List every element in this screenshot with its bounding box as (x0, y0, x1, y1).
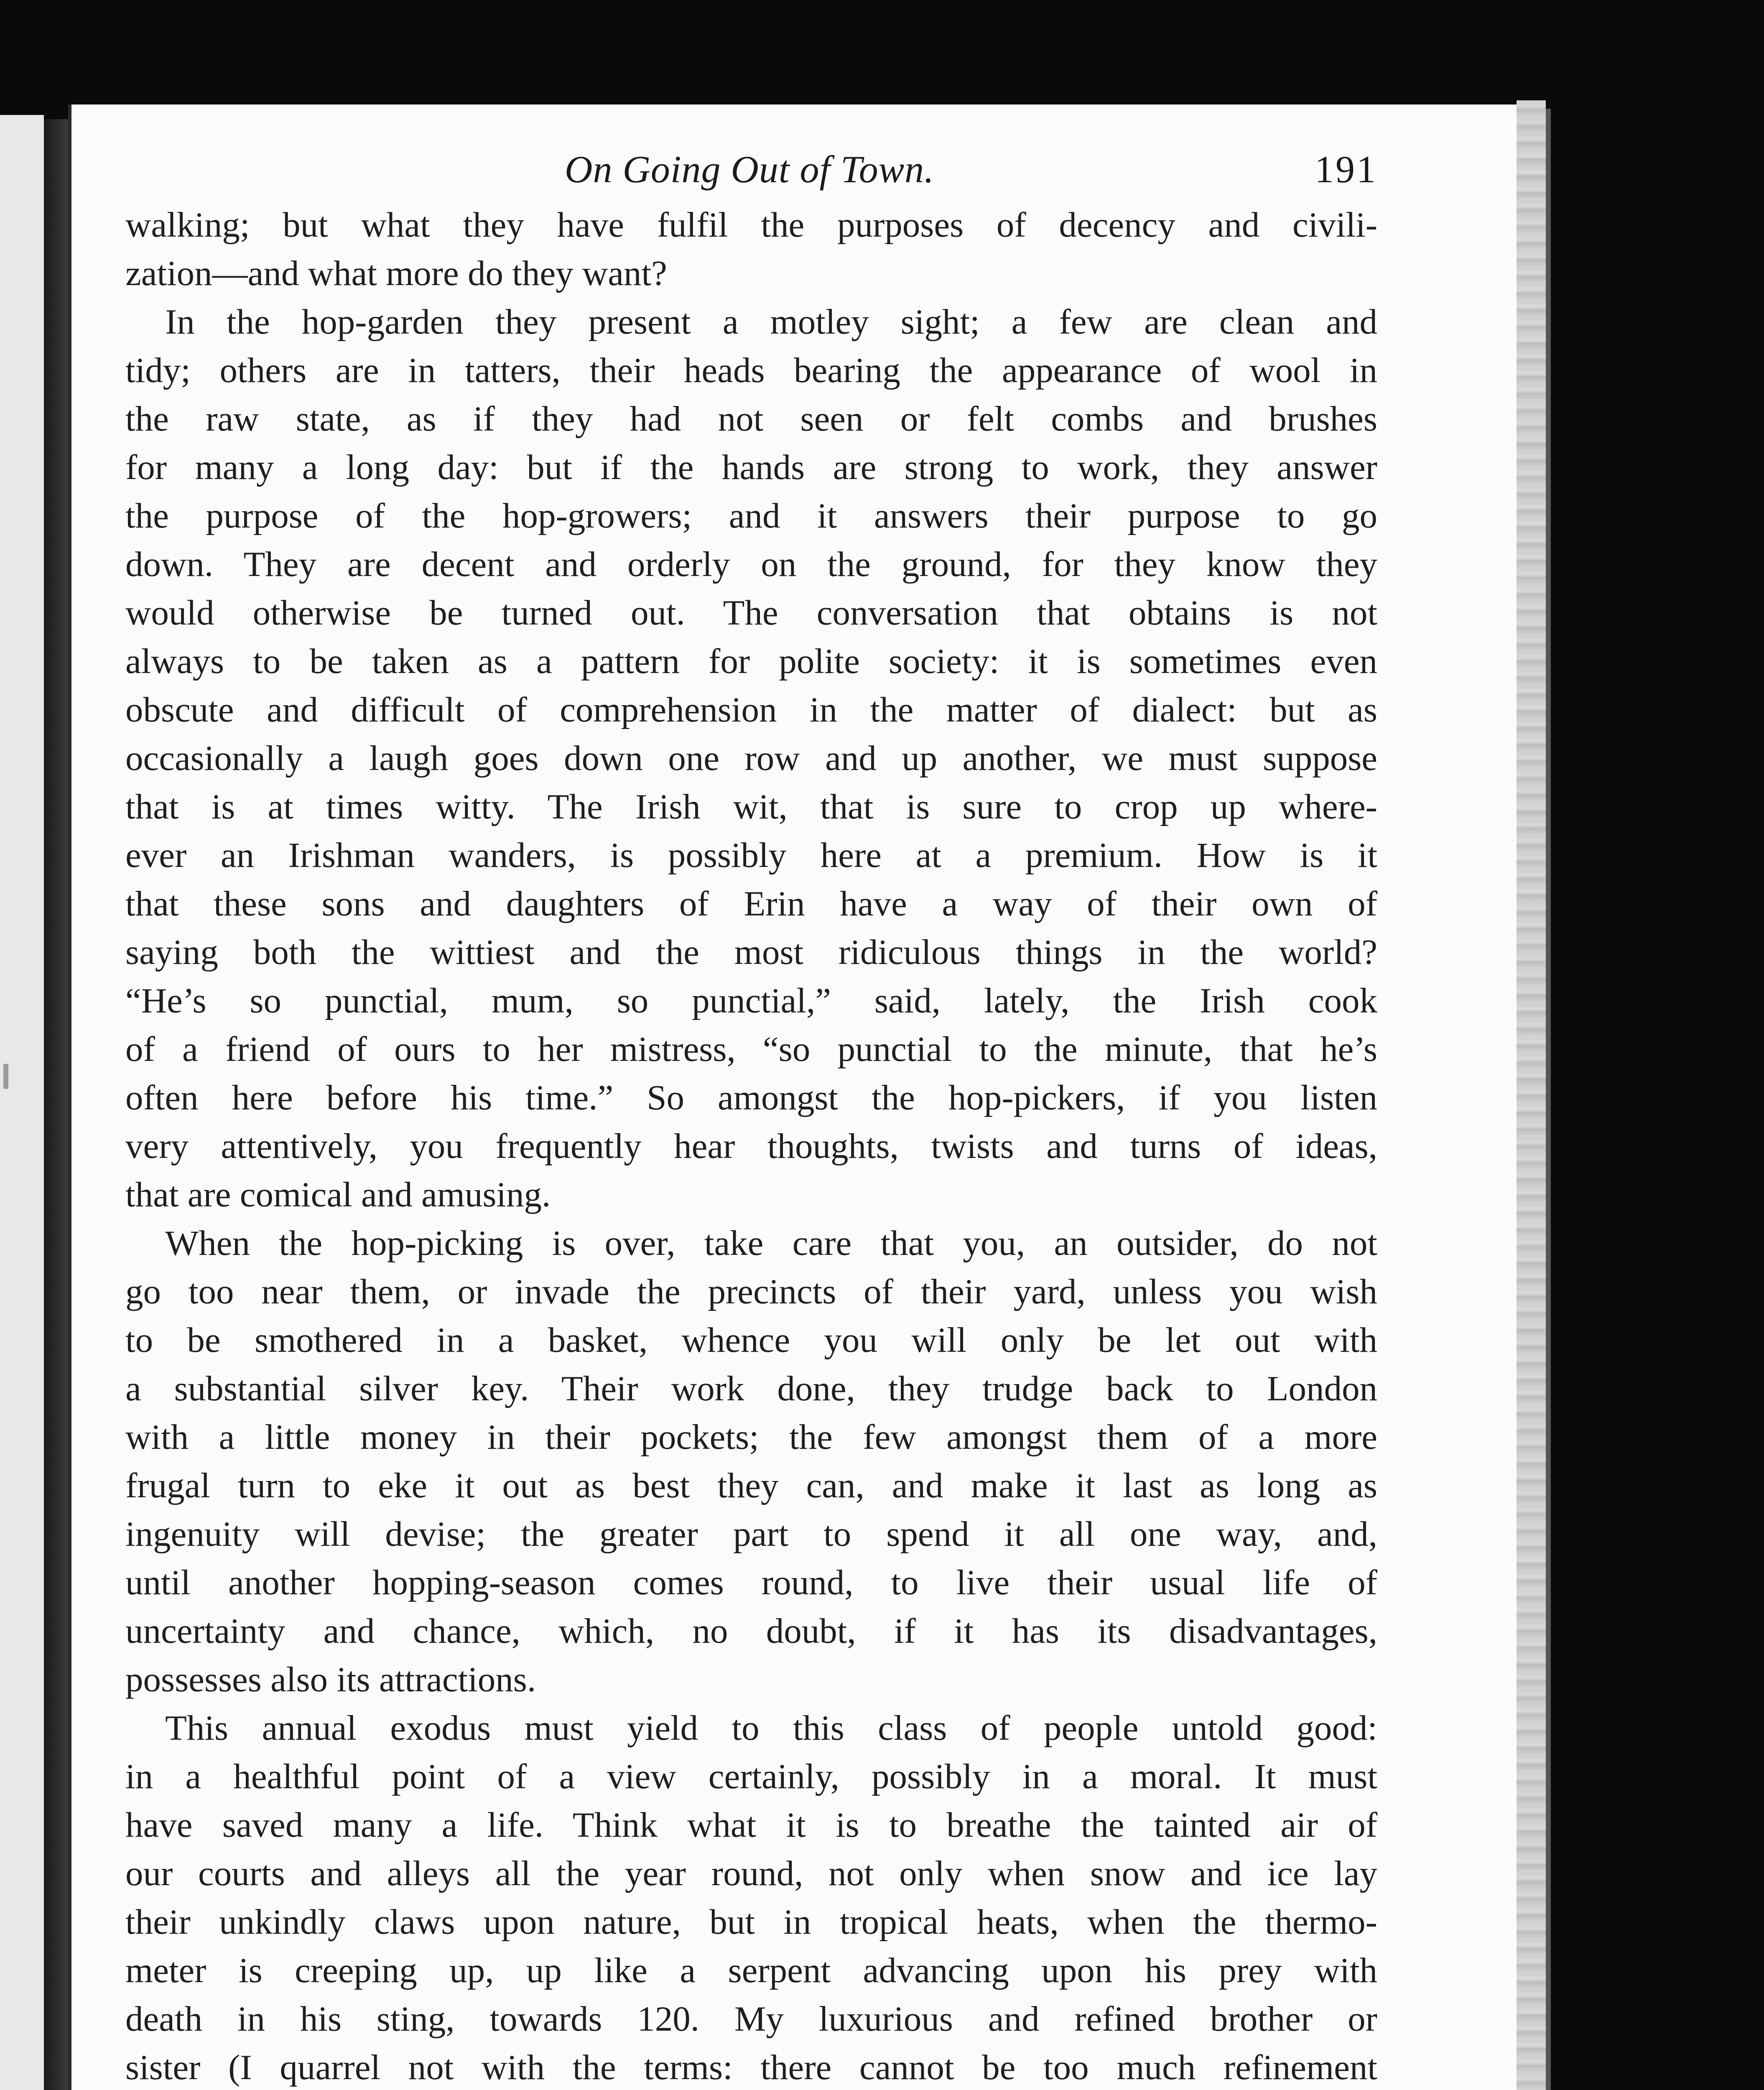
text-line: with a little money in their pockets; the few amongst them of a more (125, 1417, 1377, 1457)
text-line: that these sons and daughters of Erin have a way of their own of (125, 884, 1377, 923)
page-stack-edge (1517, 100, 1546, 2090)
text-line: the raw state, as if they had not seen or felt combs and brushes (125, 399, 1377, 438)
margin-mark (3, 1064, 8, 1089)
page-number: 191 (1315, 148, 1377, 191)
text-line: zation—and what more do they want? (125, 254, 667, 293)
text-line: for many a long day: but if the hands are strong to work, they answer (125, 448, 1377, 487)
text-line: down. They are decent and orderly on the ground, for they know they (125, 545, 1377, 584)
text-line: This annual exodus must yield to this class of people untold good: (165, 1708, 1377, 1748)
text-line: When the hop-picking is over, take care that you, an outsider, do not (165, 1223, 1377, 1263)
text-line: obscute and difficult of comprehension in the matter of dialect: but as (125, 690, 1377, 729)
text-line: in a healthful point of a view certainly, possibly in a moral. It must (125, 1757, 1377, 1796)
text-line: the purpose of the hop-growers; and it answers their purpose to go (125, 496, 1377, 535)
gutter-shadow (44, 119, 68, 2090)
body-text (125, 201, 1377, 2090)
text-line: frugal turn to eke it out as best they can, and make it last as long as (125, 1466, 1377, 1505)
text-line: of a friend of ours to her mistress, “so punctial to the minute, that he’s (125, 1030, 1377, 1069)
text-line: tidy; others are in tatters, their heads bearing the appearance of wool in (125, 351, 1377, 390)
text-line: death in his sting, towards 120. My luxurious and refined brother or (125, 1999, 1377, 2039)
running-title: On Going Out of Town. (565, 148, 935, 191)
text-line: “He’s so punctial, mum, so punctial,” said, lately, the Irish cook (125, 981, 1377, 1020)
text-line: ever an Irishman wanders, is possibly here at a premium. How is it (125, 836, 1377, 875)
text-line: would otherwise be turned out. The conversation that obtains is not (125, 593, 1377, 632)
text-line: walking; but what they have fulfil the purposes of decency and civili- (125, 205, 1377, 245)
text-line: always to be taken as a pattern for polite society: it is sometimes even (125, 642, 1377, 681)
text-line: that are comical and amusing. (125, 1175, 551, 1214)
text-line: go too near them, or invade the precincts of their yard, unless you wish (125, 1272, 1377, 1311)
text-line: uncertainty and chance, which, no doubt, if it has its disadvantages, (125, 1611, 1377, 1651)
text-line: have saved many a life. Think what it is to breathe the tainted air of (125, 1805, 1377, 1845)
text-line: saying both the wittiest and the most ridiculous things in the world? (125, 933, 1377, 972)
text-line: In the hop-garden they present a motley sight; a few are clean and (165, 302, 1377, 342)
text-line: their unkindly claws upon nature, but in tropical heats, when the thermo- (125, 1902, 1377, 1942)
text-line: our courts and alleys all the year round, not only when snow and ice lay (125, 1854, 1377, 1893)
text-line: often here before his time.” So amongst the hop-pickers, if you listen (125, 1078, 1377, 1117)
text-line: that is at times witty. The Irish wit, that is sure to crop up where- (125, 787, 1377, 826)
text-line: until another hopping-season comes round, to live their usual life of (125, 1563, 1377, 1602)
text-line: sister (I quarrel not with the terms: there cannot be too much refinement (125, 2048, 1377, 2087)
text-line: occasionally a laugh goes down one row and up another, we must suppose (125, 739, 1377, 778)
text-line: possesses also its attractions. (125, 1660, 536, 1699)
text-line: to be smothered in a basket, whence you will only be let out with (125, 1320, 1377, 1360)
text-line: ingenuity will devise; the greater part to spend it all one way, and, (125, 1514, 1377, 1554)
previous-page-edge (0, 115, 44, 2090)
text-line: very attentively, you frequently hear thoughts, twists and turns of ideas, (125, 1127, 1377, 1166)
text-line: a substantial silver key. Their work done, they trudge back to London (125, 1369, 1377, 1408)
text-line: meter is creeping up, up like a serpent advancing upon his prey with (125, 1951, 1377, 1990)
page-header (125, 140, 1377, 199)
page-stack-shadow (1546, 109, 1551, 2090)
